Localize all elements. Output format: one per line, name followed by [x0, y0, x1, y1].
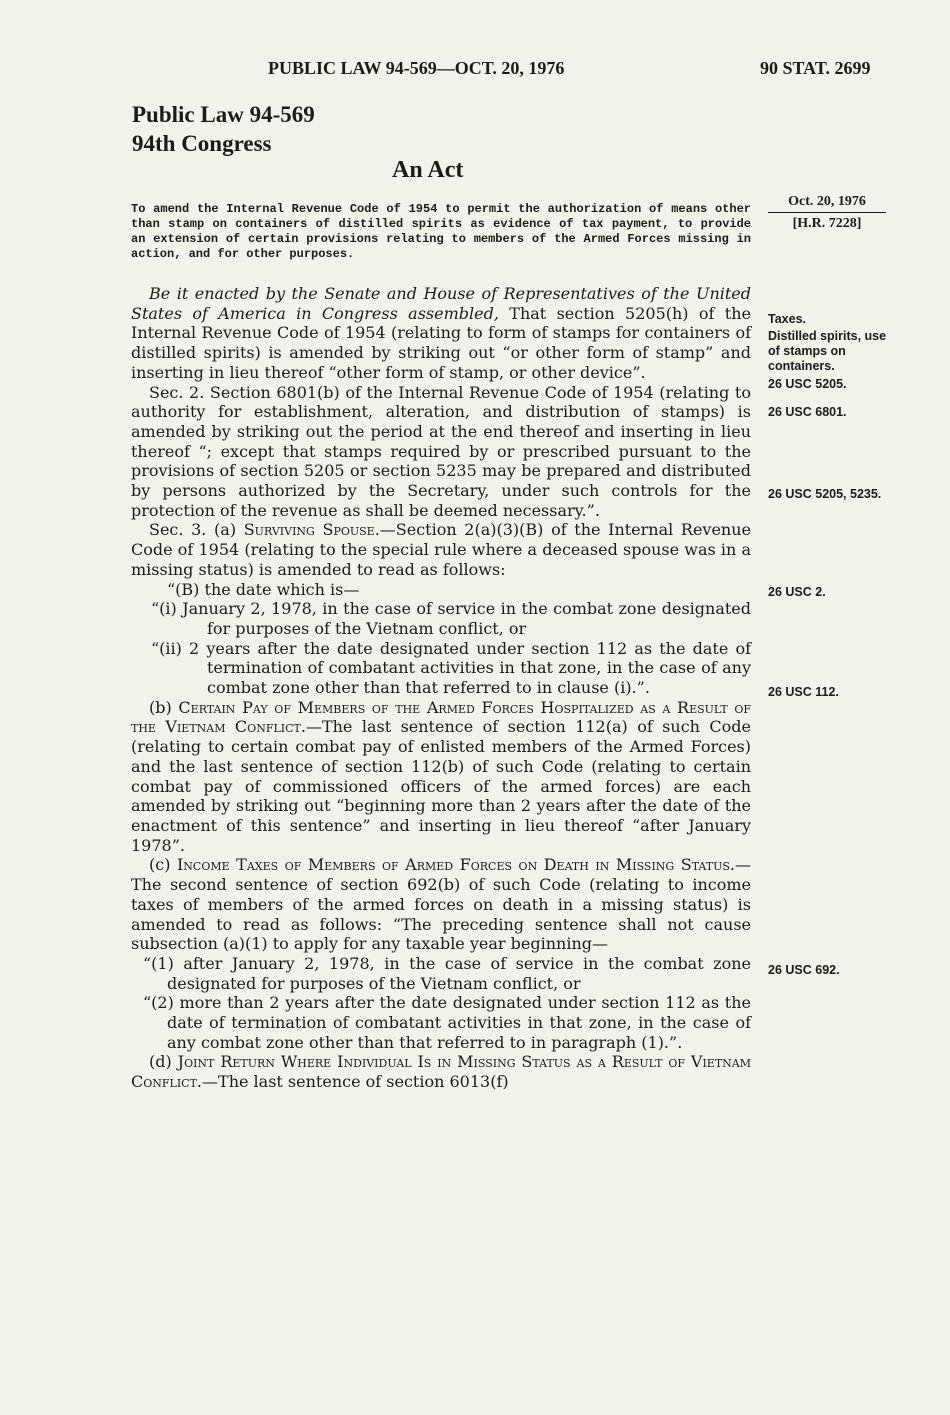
- section-3c-text: —The second sentence of section 692(b) of such Code (relating to income taxes of members of the armed forces on death in a missing status) is amended to read as follows: “The preceding sentence shall not cause subsection (a)(1) to apply for any taxable year beginning—: [131, 855, 751, 954]
- section-3d: [131, 1052, 751, 1091]
- law-identifier: [132, 100, 315, 158]
- margin-note-26-usc-6801: 26 USC 6801.: [768, 405, 847, 419]
- section-1-text: That section 5205(h) of the Internal Revenue Code of 1954 (relating to form of stamps for containers of distilled spirits) is amended by striking out “or other form of stamp” and inserting in lieu thereof “other form of stamp, or other device”.: [131, 303, 751, 382]
- margin-note-26-usc-5205-5235: 26 USC 5205, 5235.: [768, 487, 882, 501]
- section-3b-text: —The last sentence of section 112(a) of such Code (relating to certain combat pay of enlisted members of the Armed Forces) and the last sentence of section 112(b) of such Code (relating to certain combat pay of commissioned officers of the armed forces) are each amended by striking out “beginning more than 2 years after the date of the enactment of this sentence” and inserting in lieu thereof “after January 1978”.: [131, 717, 751, 855]
- section-2: Sec. 2. Section 6801(b) of the Internal Revenue Code of 1954 (relating to authority for establishment, alteration, and distribution of stamps) is amended by striking out the period at the end thereof and inserting in lieu thereof “; except that stamps required by or prescribed pursuant to the provisions of section 5205 or section 5235 may be prepared and distributed by persons authorized by the Secretary, under such controls for the protection of the revenue as shall be deemed necessary.”.: [131, 382, 751, 520]
- section-3d-heading: Joint Return Where Individual Is in Missing Status as a Result of Vietnam Conflict.: [131, 1052, 751, 1092]
- section-3c-heading: Income Taxes of Members of Armed Forces on Death in Missing Status.: [176, 855, 735, 875]
- section-3a-label: Sec. 3. (a): [149, 520, 237, 540]
- margin-note-26-usc-2: 26 USC 2.: [768, 585, 826, 599]
- section-3c: [131, 855, 751, 954]
- congress-number: 94th Congress: [132, 131, 272, 156]
- running-head-title: PUBLIC LAW 94-569—OCT. 20, 1976: [268, 58, 565, 78]
- margin-note-26-usc-692: 26 USC 692.: [768, 963, 840, 977]
- enactment-date: Oct. 20, 1976: [768, 194, 886, 213]
- section-3d-label: (d): [149, 1052, 172, 1072]
- stat-page-number: 90 STAT. 2699: [760, 58, 871, 78]
- section-3a-clause-i: “(i) January 2, 1978, in the case of service in the combat zone designated for purposes of the Vietnam conflict, or: [151, 599, 751, 638]
- section-3c-paragraph-1: “(1) after January 2, 1978, in the case of service in the combat zone designated for purposes of the Vietnam conflict, or: [143, 953, 751, 993]
- statute-body: [131, 284, 751, 1092]
- margin-note-distilled-spirits: Distilled spirits, use of stamps on containers.: [768, 329, 887, 373]
- enacting-clause: Be it enacted by the Senate and House of Representatives of the United States of America in Congress assembled,: [131, 284, 751, 323]
- margin-note-26-usc-112: 26 USC 112.: [768, 685, 839, 699]
- section-1: [131, 284, 751, 383]
- section-3c-label: (c): [149, 855, 171, 875]
- purpose-clause: To amend the Internal Revenue Code of 1954 to permit the authorization of means other than stamp on containers of distilled spirits as evidence of tax payment, to provide an extension of certain provisions relating to members of the Armed Forces missing in action, and for other purposes.: [131, 202, 751, 261]
- section-3a-clause-b: “(B) the date which is—: [167, 579, 360, 599]
- public-law-number: Public Law 94-569: [132, 102, 315, 127]
- section-3b: [131, 698, 751, 856]
- margin-note-26-usc-5205: 26 USC 5205.: [768, 377, 847, 391]
- enactment-reference: [768, 194, 886, 232]
- section-3a-clause-ii: “(ii) 2 years after the date designated under section 112 as the date of termination of combatant activities in that zone, in the case of any combat zone other than that referred to in clause (i).”.: [151, 638, 751, 698]
- section-3a-heading: Surviving Spouse.: [243, 520, 380, 540]
- act-title: An Act: [392, 157, 464, 183]
- section-3b-heading: Certain Pay of Members of the Armed Forces Hospitalized as a Result of the Vietnam Conflict.: [131, 697, 752, 737]
- bill-number: [H.R. 7228]: [792, 216, 862, 231]
- section-3c-paragraph-2: “(2) more than 2 years after the date designated under section 112 as the date of termination of combatant activities in that zone, in the case of any combat zone other than that referred to in paragraph (1).”.: [143, 993, 751, 1052]
- section-3b-label: (b): [149, 697, 172, 717]
- running-head: [0, 58, 950, 84]
- margin-note-taxes: Taxes.: [768, 312, 806, 326]
- section-3a-text: —Section 2(a)(3)(B) of the Internal Revenue Code of 1954 (relating to the special rule where a deceased spouse was in a missing status) is amended to read as follows:: [131, 520, 751, 579]
- section-3d-text: —The last sentence of section 6013(f): [202, 1072, 509, 1092]
- section-3a: [131, 520, 751, 579]
